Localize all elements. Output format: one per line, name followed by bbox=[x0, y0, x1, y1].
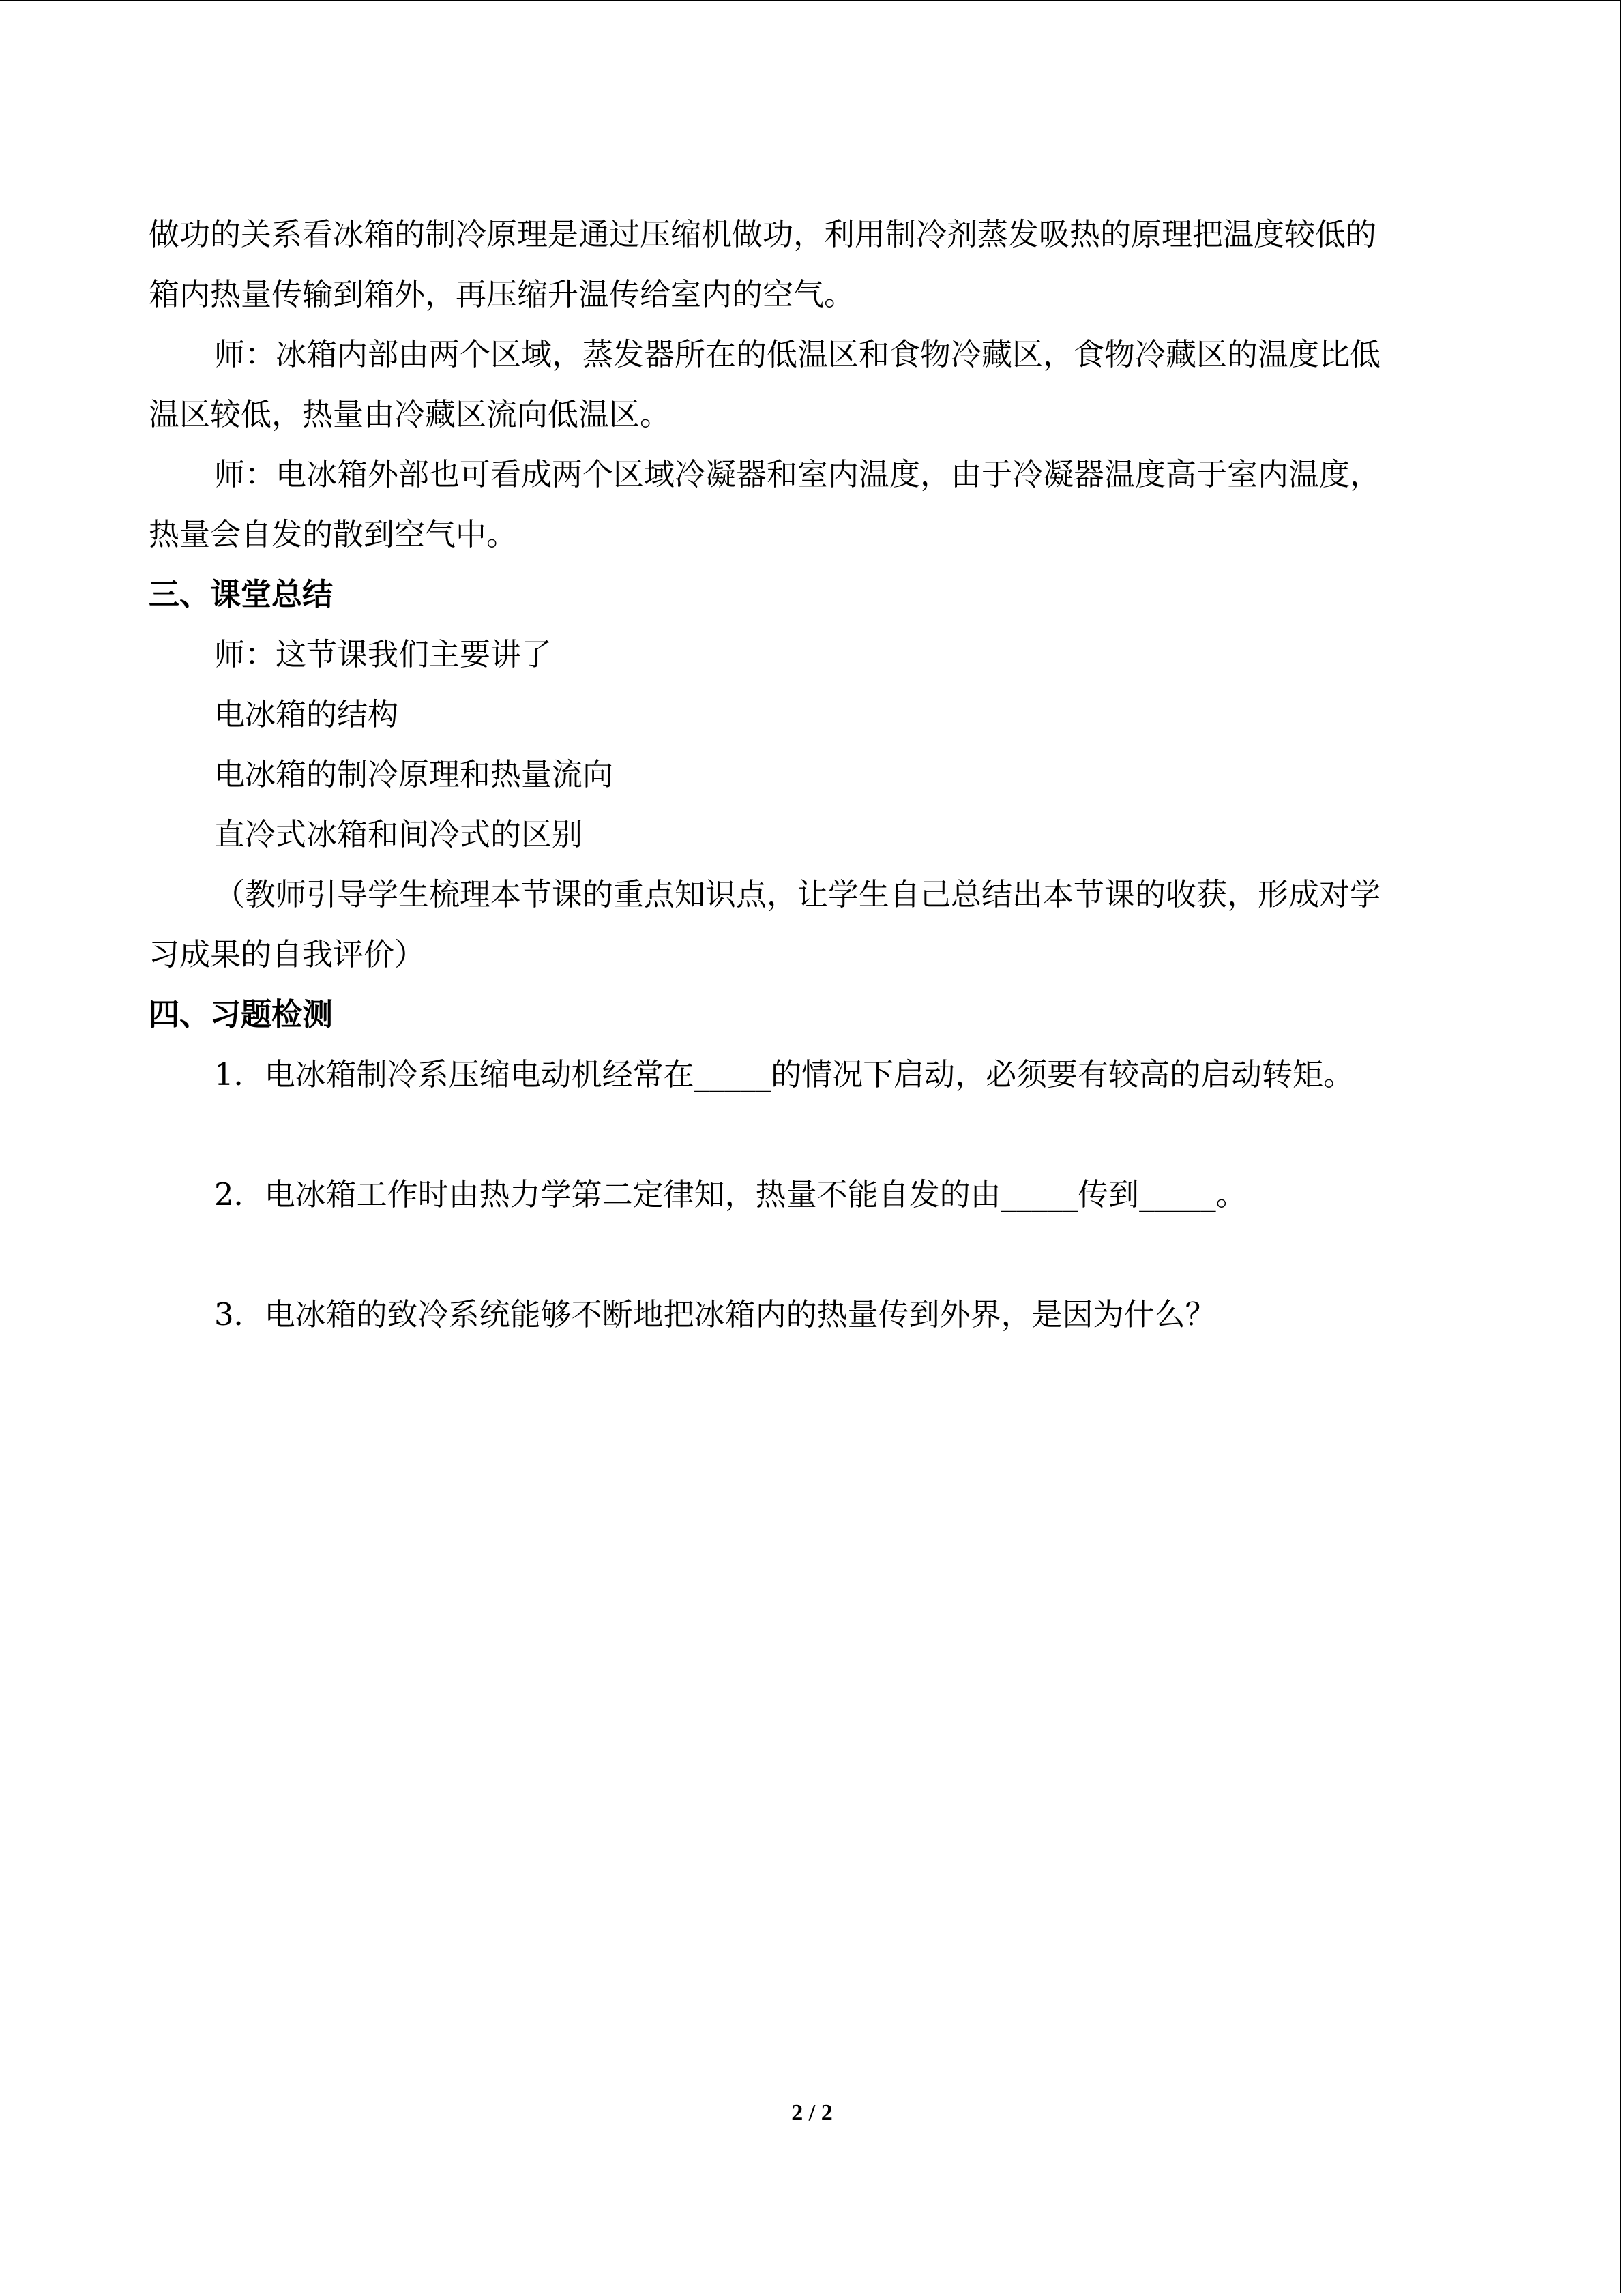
paragraph-line: 箱内热量传输到箱外，再压缩升温传给室内的空气。 bbox=[149, 276, 855, 312]
section-heading-exercises: 四、习题检测 bbox=[149, 996, 334, 1032]
section-heading-summary: 三、课堂总结 bbox=[149, 576, 334, 612]
exercise-question: 2．电冰箱工作时由热力学第二定律知，热量不能自发的由_____传到_____。 bbox=[214, 1176, 1247, 1212]
paragraph-line: 师：电冰箱外部也可看成两个区域冷凝器和室内温度，由于冷凝器温度高于室内温度， bbox=[214, 456, 1381, 492]
page-number: 2 / 2 bbox=[791, 2100, 833, 2126]
paragraph-line: 温区较低，热量由冷藏区流向低温区。 bbox=[149, 396, 671, 432]
summary-line: 直冷式冰箱和间冷式的区别 bbox=[214, 816, 583, 852]
paragraph-line: 做功的关系看冰箱的制冷原理是通过压缩机做功，利用制冷剂蒸发吸热的原理把温度较低的 bbox=[149, 216, 1377, 252]
document-body bbox=[149, 205, 1458, 1345]
summary-line: 师：这节课我们主要讲了 bbox=[214, 636, 552, 672]
answer-space bbox=[149, 1105, 1458, 1165]
summary-line: 习成果的自我评价） bbox=[149, 936, 426, 972]
paragraph-line: 师：冰箱内部由两个区域，蒸发器所在的低温区和食物冷藏区，食物冷藏区的温度比低 bbox=[214, 336, 1381, 372]
exercise-question: 3．电冰箱的致冷系统能够不断地把冰箱内的热量传到外界，是因为什么？ bbox=[214, 1296, 1216, 1332]
summary-line: （教师引导学生梳理本节课的重点知识点，让学生自己总结出本节课的收获，形成对学 bbox=[214, 876, 1381, 912]
summary-line: 电冰箱的制冷原理和热量流向 bbox=[214, 756, 614, 792]
summary-line: 电冰箱的结构 bbox=[214, 696, 399, 732]
answer-space bbox=[149, 1225, 1458, 1285]
exercise-question: 1．电冰箱制冷系压缩电动机经常在_____的情况下启动，必须要有较高的启动转矩。 bbox=[214, 1056, 1355, 1092]
paragraph-line: 热量会自发的散到空气中。 bbox=[149, 516, 518, 552]
